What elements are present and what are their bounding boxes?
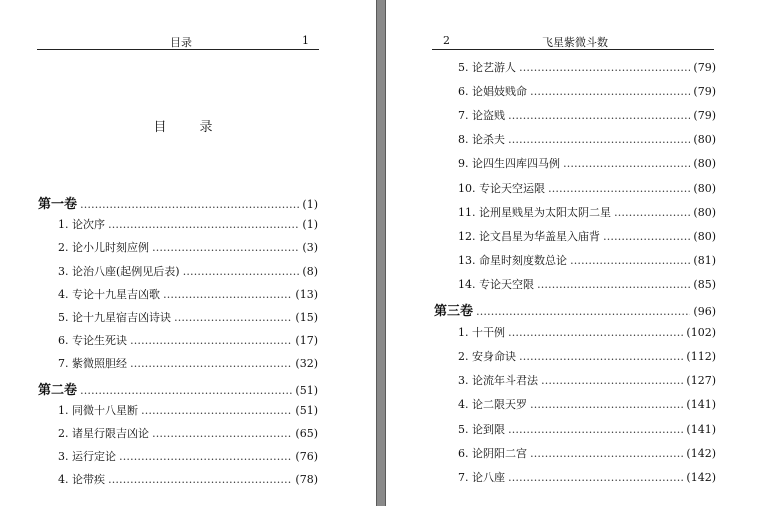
toc-entry-page: (85) — [693, 277, 716, 291]
toc-entry-label: 5. 论到限 — [458, 422, 505, 436]
toc-entry-label: 4. 论二限天罗 — [458, 398, 527, 412]
dot-leader — [152, 241, 299, 254]
toc-entry-page: (141) — [686, 398, 716, 412]
dot-leader — [614, 206, 690, 219]
toc-entry-page: (79) — [693, 85, 716, 99]
toc-entry-label: 12. 论文昌星为华盖星入庙背 — [458, 229, 600, 243]
toc-entry — [58, 355, 318, 371]
toc-entry-page: (112) — [686, 350, 716, 364]
toc-entry-page: (32) — [295, 357, 318, 371]
toc-volume-heading — [38, 379, 318, 398]
toc-entry — [458, 396, 716, 412]
toc-entry-page: (13) — [295, 287, 318, 301]
dot-leader — [108, 473, 292, 486]
toc-entry — [58, 216, 318, 232]
dot-leader — [80, 198, 299, 211]
toc-entry-label: 9. 论四生四库四马例 — [458, 157, 560, 171]
toc-entry-label: 6. 论阴阳二宫 — [458, 446, 527, 460]
dot-leader — [183, 265, 300, 278]
toc-entry-page: (142) — [686, 470, 716, 484]
toc-entry — [58, 309, 318, 325]
toc-entry-page: (80) — [693, 157, 716, 171]
dot-leader — [508, 471, 683, 484]
toc-entry-label: 11. 论刑星贱星为太阳太阴二星 — [458, 205, 611, 219]
book-gutter — [376, 0, 386, 506]
toc-entry-label: 1. 论次序 — [58, 218, 105, 232]
left-header-title: 目录 — [170, 36, 192, 49]
toc-entry — [458, 469, 716, 485]
toc-entry — [58, 263, 318, 279]
toc-entry-label: 1. 十干例 — [458, 326, 505, 340]
toc-entry-label: 7. 论八座 — [458, 470, 505, 484]
toc-entry-page: (142) — [686, 446, 716, 460]
dot-leader — [141, 404, 292, 417]
toc-entry — [458, 445, 716, 461]
dot-leader — [163, 288, 292, 301]
dot-leader — [80, 384, 292, 397]
toc-entry-page: (15) — [295, 311, 318, 324]
dot-leader — [537, 278, 690, 291]
toc-entry-label: 3. 论治八座(起例见后表) — [58, 264, 180, 278]
toc-volume-heading — [434, 300, 716, 319]
left-header-rule — [37, 49, 319, 50]
dot-leader — [508, 423, 683, 436]
dot-leader — [530, 398, 683, 411]
toc-entry-page: (80) — [693, 205, 716, 219]
toc-entry-label: 2. 安身命诀 — [458, 350, 516, 364]
toc-entry-label: 7. 紫微照胆经 — [58, 357, 127, 371]
toc-entry-page: (1) — [302, 198, 318, 211]
toc-entry — [458, 59, 716, 75]
toc-entry-page: (51) — [295, 403, 318, 417]
toc-entry-page: (8) — [302, 264, 318, 278]
toc-entry — [458, 421, 716, 437]
toc-entry-page: (17) — [295, 334, 318, 348]
toc-entry-label: 13. 命星时刻度数总论 — [458, 253, 567, 267]
dot-leader — [174, 311, 292, 324]
toc-entry-label: 8. 论杀夫 — [458, 133, 505, 147]
toc-entry-page: (80) — [693, 133, 716, 147]
toc-entry — [458, 131, 716, 147]
toc-entry-label: 1. 同微十八星断 — [58, 403, 138, 417]
toc-entry-page: (80) — [693, 229, 716, 243]
toc-entry — [458, 180, 716, 196]
dot-leader — [519, 350, 683, 363]
toc-entry-label: 5. 论十九星宿吉凶诗诀 — [58, 311, 171, 324]
toc-entry — [58, 402, 318, 418]
toc-entry-label: 5. 论艺游人 — [458, 61, 516, 74]
dot-leader — [563, 157, 690, 170]
toc-entry-label: 3. 运行定论 — [58, 450, 116, 464]
toc-entry-label: 第一卷 — [38, 197, 78, 212]
toc-entry — [458, 252, 716, 268]
toc-entry-page: (127) — [686, 374, 716, 388]
toc-entry-page: (141) — [686, 422, 716, 436]
dot-leader — [508, 109, 690, 122]
toc-entry-page: (76) — [295, 450, 318, 464]
toc-entry — [458, 107, 716, 123]
left-page — [0, 0, 376, 506]
toc-entry-label: 6. 论娼妓贱命 — [458, 85, 527, 99]
right-page — [386, 0, 768, 506]
right-header-title: 飞星紫微斗数 — [542, 36, 608, 49]
toc-entry-label: 3. 论流年斗君法 — [458, 374, 538, 388]
toc-entry — [58, 448, 318, 464]
right-header-rule — [432, 49, 714, 50]
dot-leader — [108, 218, 299, 231]
dot-leader — [548, 182, 690, 195]
toc-entry — [458, 372, 716, 388]
toc-entry-label: 6. 专论生死诀 — [58, 334, 127, 348]
toc-entry-label: 14. 专论天空限 — [458, 277, 534, 291]
dot-leader — [508, 133, 690, 146]
dot-leader — [130, 334, 292, 347]
toc-entry-page: (81) — [693, 253, 716, 267]
dot-leader — [541, 374, 683, 387]
toc-entry-label: 4. 专论十九星吉凶歌 — [58, 287, 160, 301]
dot-leader — [508, 326, 683, 339]
toc-entry — [458, 83, 716, 99]
toc-entry-page: (96) — [693, 305, 716, 318]
toc-entry — [458, 276, 716, 292]
right-header-page-number: 2 — [443, 34, 450, 47]
toc-entry — [458, 228, 716, 244]
toc-entry — [58, 425, 318, 441]
toc-entry-page: (102) — [686, 326, 716, 340]
toc-title: 目 录 — [153, 120, 223, 135]
dot-leader — [519, 61, 690, 74]
toc-entry-page: (1) — [302, 218, 318, 232]
left-header-page-number: 1 — [302, 34, 309, 47]
toc-entry — [458, 348, 716, 364]
toc-entry — [458, 155, 716, 171]
dot-leader — [152, 427, 292, 440]
toc-entry-label: 4. 论带疾 — [58, 473, 105, 487]
toc-entry-page: (79) — [693, 109, 716, 123]
toc-entry — [458, 324, 716, 340]
toc-entry-page: (51) — [295, 383, 318, 397]
toc-entry-page: (3) — [302, 241, 318, 255]
toc-entry — [58, 239, 318, 255]
toc-entry — [58, 471, 318, 487]
toc-entry-label: 10. 专论天空运限 — [458, 181, 545, 195]
toc-entry — [58, 286, 318, 302]
dot-leader — [530, 447, 683, 460]
toc-entry-label: 第三卷 — [434, 304, 474, 319]
toc-entry-page: (79) — [693, 61, 716, 74]
dot-leader — [530, 85, 690, 98]
toc-entry-label: 2. 诸星行限吉凶论 — [58, 427, 149, 440]
toc-entry-label: 2. 论小儿时刻应例 — [58, 241, 149, 255]
dot-leader — [119, 450, 292, 463]
toc-entry-page: (80) — [693, 181, 716, 195]
toc-entry — [458, 204, 716, 220]
dot-leader — [130, 357, 292, 370]
dot-leader — [476, 305, 690, 318]
toc-entry-label: 7. 论盗贱 — [458, 109, 505, 123]
toc-volume-heading — [38, 193, 318, 212]
toc-entry — [58, 332, 318, 348]
dot-leader — [603, 230, 690, 243]
toc-entry-page: (78) — [295, 473, 318, 487]
dot-leader — [570, 254, 690, 267]
toc-entry-label: 第二卷 — [38, 382, 78, 398]
toc-entry-page: (65) — [295, 427, 318, 440]
